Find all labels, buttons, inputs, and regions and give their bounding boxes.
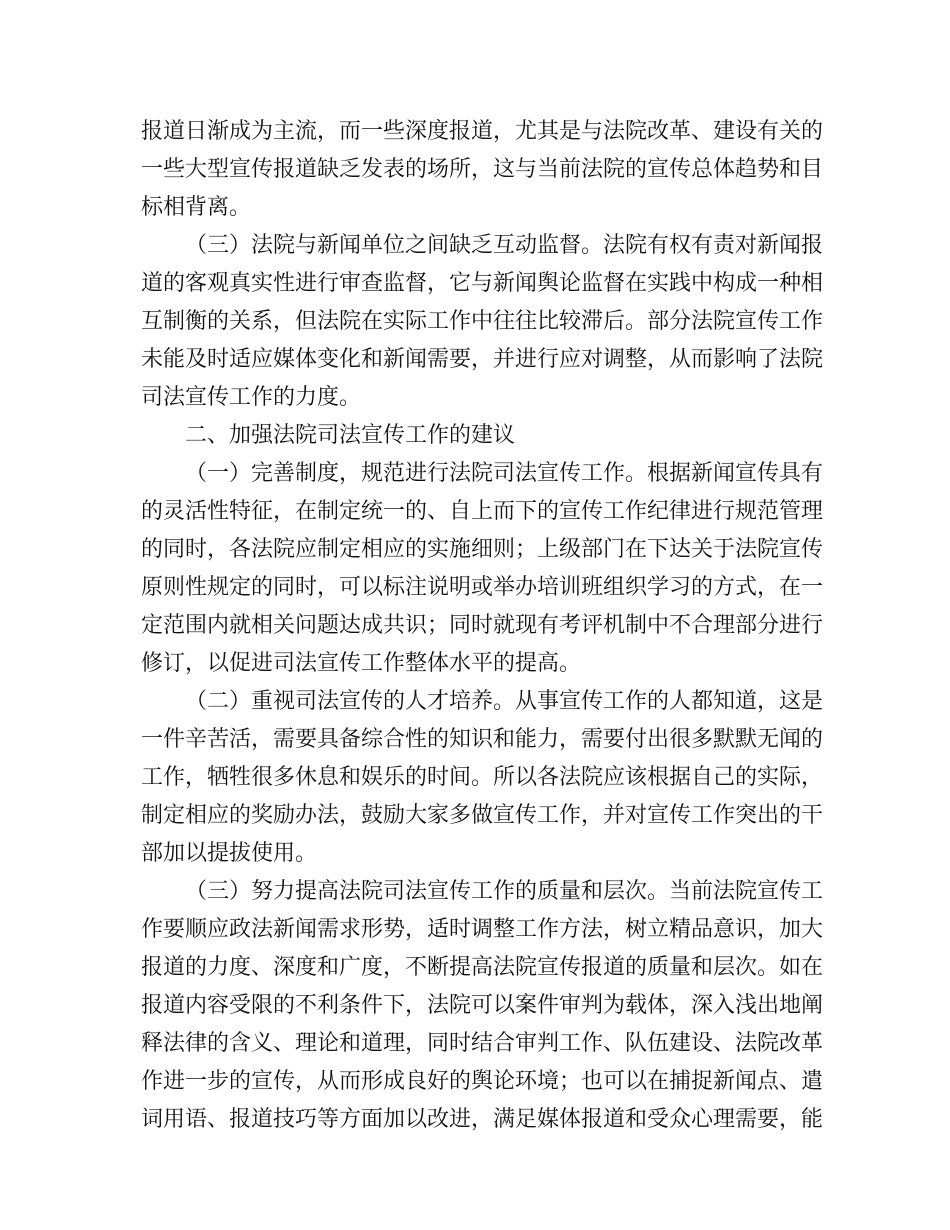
text-line: 一些大型宣传报道缺乏发表的场所，这与当前法院的宣传总体趋势和目 xyxy=(141,157,824,182)
text-line: 释法律的含义、理论和道理，同时结合审判工作、队伍建设、法院改革 xyxy=(141,1031,824,1056)
text-line: 报道日渐成为主流，而一些深度报道，尤其是与法院改革、建设有关的 xyxy=(141,119,824,144)
text-line: 部加以提拔使用。 xyxy=(141,841,318,866)
text-line: 修订，以促进司法宣传工作整体水平的提高。 xyxy=(141,651,582,676)
text-line: 标相背离。 xyxy=(141,195,252,220)
text-line: 词用语、报道技巧等方面加以改进，满足媒体报道和受众心理需要，能 xyxy=(141,1107,824,1132)
text-line: 工作，牺牲很多休息和娱乐的时间。所以各法院应该根据自己的实际， xyxy=(141,765,824,790)
text-line: 未能及时适应媒体变化和新闻需要，并进行应对调整，从而影响了法院 xyxy=(141,347,824,372)
text-line: （三）努力提高法院司法宣传工作的质量和层次。当前法院宣传工 xyxy=(185,879,824,904)
text-line: 原则性规定的同时，可以标注说明或举办培训班组织学习的方式，在一 xyxy=(141,575,824,600)
text-line: 报道内容受限的不利条件下，法院可以案件审判为载体，深入浅出地阐 xyxy=(141,993,824,1018)
text-line: 道的客观真实性进行审查监督，它与新闻舆论监督在实践中构成一种相 xyxy=(141,271,824,296)
text-line: 的同时，各法院应制定相应的实施细则；上级部门在下达关于法院宣传 xyxy=(141,537,824,562)
text-line: （三）法院与新闻单位之间缺乏互动监督。法院有权有责对新闻报 xyxy=(185,233,824,258)
text-line: 互制衡的关系，但法院在实际工作中往往比较滞后。部分法院宣传工作 xyxy=(141,309,824,334)
text-line: 报道的力度、深度和广度，不断提高法院宣传报道的质量和层次。如在 xyxy=(141,955,824,980)
text-line: 作要顺应政法新闻需求形势，适时调整工作方法，树立精品意识，加大 xyxy=(141,917,824,942)
text-line: （一）完善制度，规范进行法院司法宣传工作。根据新闻宣传具有 xyxy=(185,461,824,486)
document-body xyxy=(141,113,824,1139)
text-line: 制定相应的奖励办法，鼓励大家多做宣传工作，并对宣传工作突出的干 xyxy=(141,803,824,828)
text-line: 定范围内就相关问题达成共识；同时就现有考评机制中不合理部分进行 xyxy=(141,613,824,638)
text-line: 的灵活性特征，在制定统一的、自上而下的宣传工作纪律进行规范管理 xyxy=(141,499,824,524)
text-line: 作进一步的宣传，从而形成良好的舆论环境；也可以在捕捉新闻点、遣 xyxy=(141,1069,824,1094)
text-line: 一件辛苦活，需要具备综合性的知识和能力，需要付出很多默默无闻的 xyxy=(141,727,824,752)
text-line: （二）重视司法宣传的人才培养。从事宣传工作的人都知道，这是 xyxy=(185,689,824,714)
text-line: 司法宣传工作的力度。 xyxy=(141,385,362,410)
text-line: 二、加强法院司法宣传工作的建议 xyxy=(185,423,516,448)
